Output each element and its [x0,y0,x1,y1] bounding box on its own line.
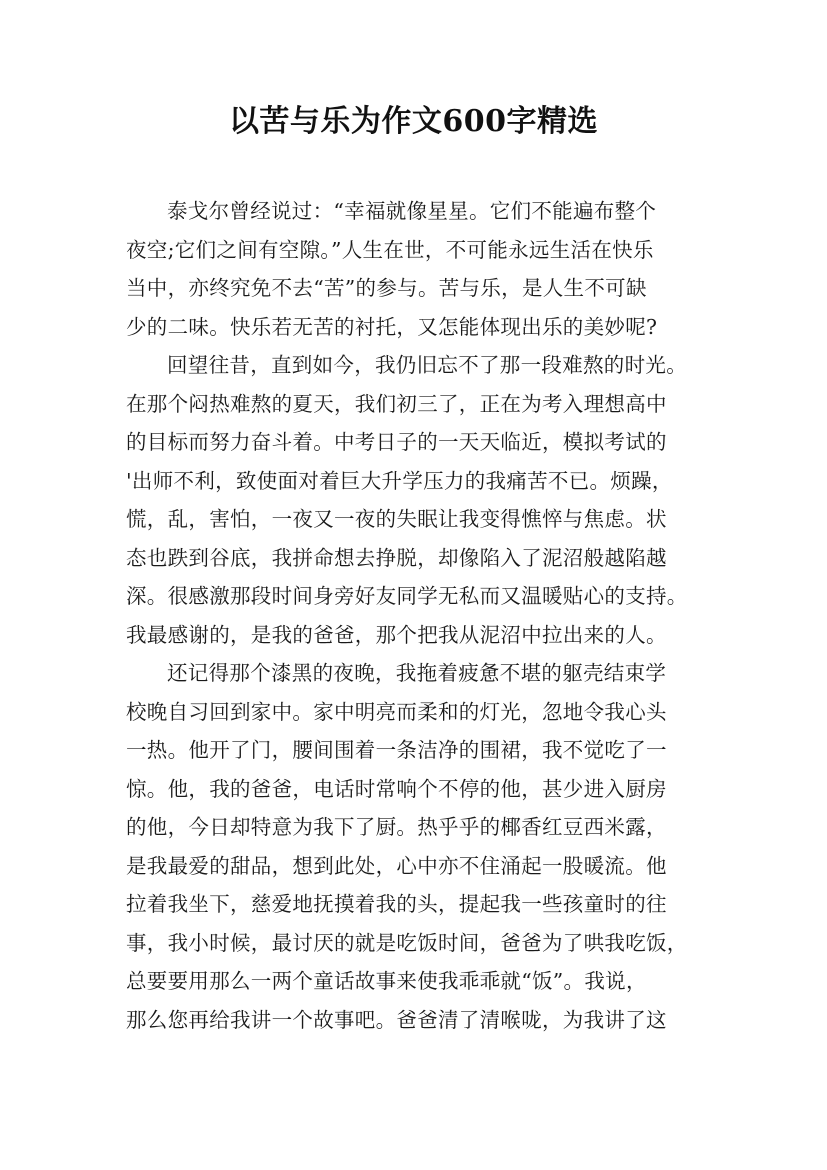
text-line: 少的二味。快乐若无苦的衬托，又怎能体现出乐的美妙呢? [126,314,658,339]
text-line: 泰戈尔曾经说过：“幸福就像星星。它们不能遍布整个 [167,199,657,223]
text-line: 在那个闷热难熬的夏天，我们初三了，正在为考入理想高中 [126,391,667,416]
text-line: '出师不利，致使面对着巨大升学压力的我痛苦不已。烦躁， [126,468,673,493]
text-line: 是我最爱的甜品，想到此处，心中亦不住涌起一股暖流。他 [126,853,667,878]
text-line: 我最感谢的，是我的爸爸，那个把我从泥沼中拉出来的人。 [126,622,667,647]
document-title: 以苦与乐为作文600字精选 [228,104,599,139]
text-line: 那么您再给我讲一个故事吧。爸爸清了清喉咙，为我讲了这 [126,1007,667,1032]
text-line: 拉着我坐下，慈爱地抚摸着我的头，提起我一些孩童时的往 [126,892,667,916]
text-line: 还记得那个漆黑的夜晚，我拖着疲惫不堪的躯壳结束学 [167,661,667,685]
text-line: 慌，乱，害怕，一夜又一夜的失眠让我变得憔悴与焦虑。状 [126,507,667,531]
text-line: 一热。他开了门，腰间围着一条洁净的围裙，我不觉吃了一 [126,738,667,762]
text-line: 当中，亦终究免不去“苦”的参与。苦与乐，是人生不可缺 [126,276,647,300]
text-line: 校晚自习回到家中。家中明亮而柔和的灯光，忽地令我心头 [126,699,667,724]
document-body [126,192,710,1039]
text-line: 深。很感激那段时间身旁好友同学无私而又温暖贴心的支持。 [126,584,688,608]
text-line: 的他，今日却特意为我下了厨。热乎乎的椰香红豆西米露， [126,815,667,839]
text-line: 夜空;它们之间有空隙。”人生在世，不可能永远生活在快乐 [126,237,654,262]
text-line: 事，我小时候，最讨厌的就是吃饭时间，爸爸为了哄我吃饭， [126,930,688,955]
text-line: 惊。他，我的爸爸，电话时常响个不停的他，甚少进入厨房 [126,776,667,801]
text-line: 总要要用那么一两个童话故事来使我乖乖就“饭”。我说， [126,969,647,993]
text-line: 的目标而努力奋斗着。中考日子的一天天临近，模拟考试的 [126,430,667,454]
text-line: 态也跌到谷底，我拼命想去挣脱，却像陷入了泥沼般越陷越 [126,545,667,570]
text-line: 回望往昔，直到如今，我仍旧忘不了那一段难熬的时光。 [167,353,687,377]
